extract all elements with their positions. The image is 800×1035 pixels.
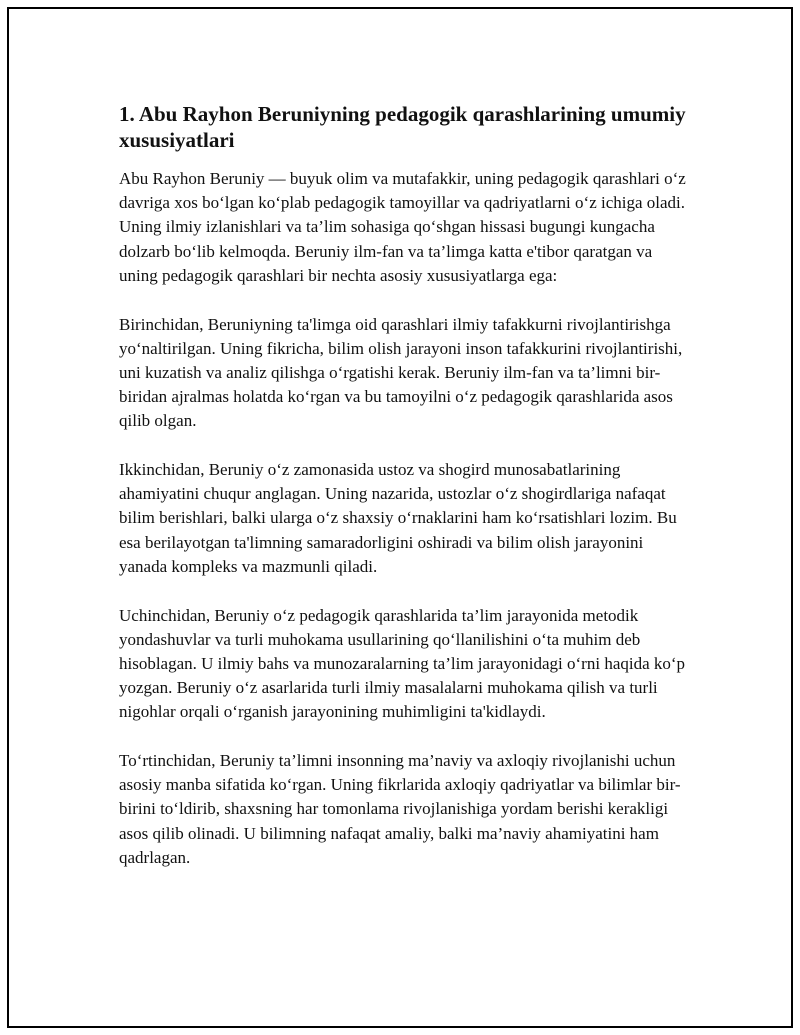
paragraph-intro: Abu Rayhon Beruniy — buyuk olim va mutafakkir, uning pedagogik qarashlari o‘z davriga xos bo‘lgan ko‘plab pedagogik tamoyillar va qadriyatlarni o‘z ichiga oladi. Uning ilmiy izlanishlari va ta’lim sohasiga qo‘shgan hissasi bugungi kungacha dolzarb bo‘lib kelmoqda. Beruniy ilm-fan va ta’limga katta e'tibor qaratgan va uning pedagogik qarashlari bir nechta asosiy xususiyatlarga ega: bbox=[119, 169, 686, 285]
paragraph-third: Uchinchidan, Beruniy o‘z pedagogik qarashlarida ta’lim jarayonida metodik yondashuvlar va turli muhokama usullarining qo‘llanilishini o‘ta muhim deb hisoblagan. U ilmiy bahs va munozaralarning ta’lim jarayonidagi o‘rni haqida ko‘p yozgan. Beruniy o‘z asarlarida turli ilmiy masalalarni muhokama qilish va turli nigohlar orqali o‘rganish jarayonining muhimligini ta'kidlaydi. bbox=[119, 605, 686, 722]
section-heading: 1. Abu Rayhon Beruniyning pedagogik qarashlarining umumiy xususiyatlari bbox=[119, 102, 686, 152]
paragraph-first: Birinchidan, Beruniyning ta'limga oid qarashlari ilmiy tafakkurni rivojlantirishga yo‘naltirilgan. Uning fikricha, bilim olish jarayoni inson tafakkurini rivojlantirishi, uni kuzatish va analiz qilishga o‘rgatishi kerak. Beruniy ilm-fan va ta’limni bir-biridan ajralmas holatda ko‘rgan va bu tamoyilni o‘z pedagogik qarashlarida asos qilib olgan. bbox=[119, 314, 683, 431]
document-content bbox=[119, 101, 691, 895]
paragraph-second: Ikkinchidan, Beruniy o‘z zamonasida ustoz va shogird munosabatlarining ahamiyatini chuqur anglagan. Uning nazarida, ustozlar o‘z shogirdlariga nafaqat bilim berishlari, balki ularga o‘z shaxsiy o‘rnaklarini ham ko‘rsatishlari lozim. Bu esa berilayotgan ta'limning samaradorligini oshiradi va bilim olish jarayonini yanada kompleks va mazmunli qiladi. bbox=[119, 460, 677, 576]
page-frame bbox=[7, 7, 793, 1028]
paragraph-fourth: To‘rtinchidan, Beruniy ta’limni insonning ma’naviy va axloqiy rivojlanishi uchun asosiy manba sifatida ko‘rgan. Uning fikrlarida axloqiy qadriyatlar va bilimlar bir-birini to‘ldirib, shaxsning har tomonlama rivojlanishiga yordam berishi kerakligi asos qilib olinadi. U bilimning nafaqat amaliy, balki ma’naviy ahamiyatini ham qadrlagan. bbox=[119, 751, 681, 867]
